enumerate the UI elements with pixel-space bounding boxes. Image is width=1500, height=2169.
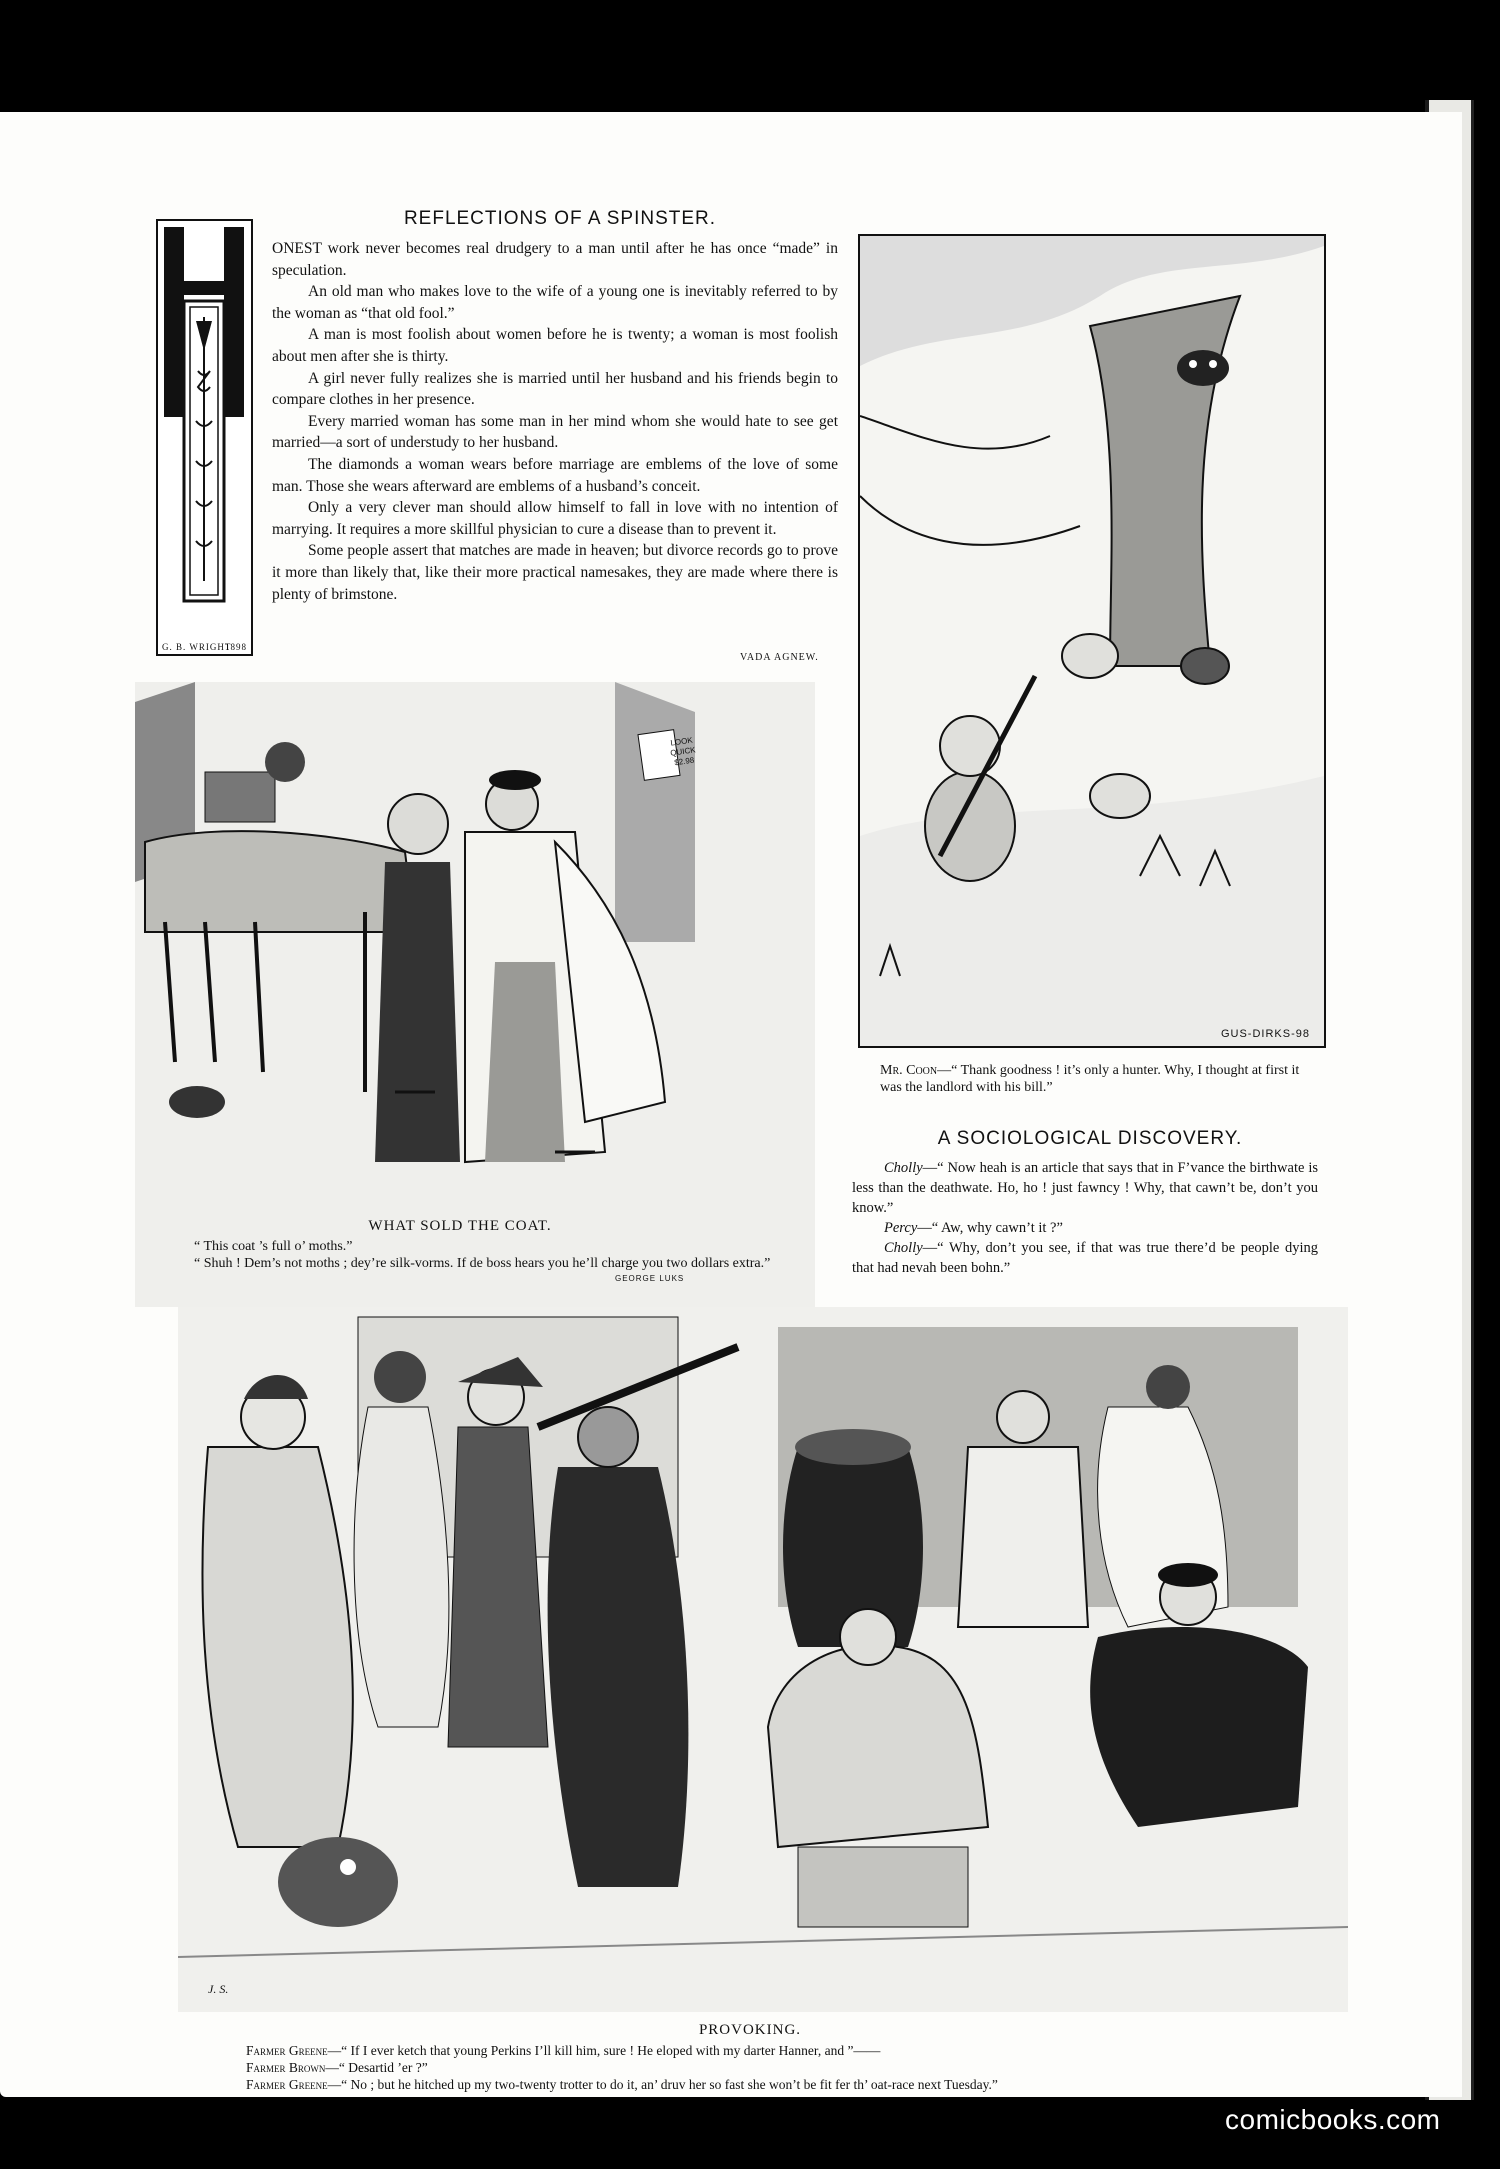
coat-title: WHAT SOLD THE COAT. [368, 1218, 552, 1234]
spinster-paragraph: ONEST work never becomes real drudgery to a man until after he has once “made” in speculation. [272, 240, 838, 279]
coat-dialog [140, 1238, 830, 1272]
sociological-text: —“ Aw, why cawn’t it ?” [917, 1220, 1063, 1236]
sociological-line [852, 1218, 1318, 1238]
initial-year: 1898 [225, 642, 247, 652]
provoking-speaker: Farmer Greene [246, 2043, 328, 2058]
coon-illustration [858, 234, 1326, 1048]
sociological-text: —“ Why, don’t you see, if that was true there’d be people dying that had nevah been bohn.” [852, 1240, 1318, 1276]
provoking-text: —“ No ; but he hitched up my two-twenty trotter to do it, an’ druv her so fast she won’t be fit fer th’ oat-race next Tuesday.” [327, 2077, 998, 2092]
spinster-author: VADA AGNEW. [740, 652, 819, 663]
provoking-speaker: Farmer Brown [246, 2060, 326, 2075]
provoking-line [246, 2059, 1346, 2076]
initial-letter-h-icon [158, 221, 251, 621]
sociological-speaker: Cholly [884, 1240, 923, 1256]
sociological-speaker: Percy [884, 1220, 918, 1236]
initial-letter [158, 221, 159, 222]
provoking-illustration [178, 1307, 1348, 2012]
initial-signature: G. B. WRIGHT [162, 642, 232, 652]
magazine-page [0, 112, 1462, 2097]
provoking-text: —“ Desartid ’er ?” [325, 2060, 428, 2075]
spinster-paragraph: Every married woman has some man in her mind whom she would hate to see get married—a sort of understudy to her husband. [272, 412, 838, 452]
coat-line-2: “ Shuh ! Dem’s not moths ; dey’re silk-vorms. If de boss hears you he’ll charge you two dollars extra.” [194, 1256, 771, 1271]
sociological-line [852, 1238, 1318, 1278]
decorative-initial [156, 219, 253, 656]
spinster-body [272, 238, 838, 605]
coon-speaker: Mr. Coon [880, 1063, 938, 1078]
spinster-paragraph: Some people assert that matches are made in heaven; but divorce records go to prove it more than likely that, like their more practical namesakes, they are made where there is plenty of brimstone. [272, 542, 838, 603]
sociological-speaker: Cholly [884, 1160, 923, 1176]
provoking-line [246, 2076, 1346, 2093]
spinster-paragraph: A girl never fully realizes she is married until her husband and his friends begin to compare clothes in her presence. [272, 369, 838, 409]
provoking-dialog [246, 2042, 1346, 2093]
coon-caption-text: —“ Thank goodness ! it’s only a hunter. Why, I thought at first it was the landlord with his bill.” [880, 1063, 1300, 1095]
coon-signature: GUS-DIRKS-98 [1220, 1028, 1310, 1040]
coat-illustration [135, 682, 815, 1307]
watermark: comicbooks.com [1225, 2104, 1441, 2135]
spinster-paragraph: A man is most foolish about women before he is twenty; a woman is most foolish about men after she is thirty. [272, 326, 838, 365]
coon-caption [880, 1062, 1320, 1096]
coat-shop-sign: LOOK QUICK $2.98 [669, 735, 697, 768]
provoking-line [246, 2042, 1346, 2059]
spinster-paragraph: An old man who makes love to the wife of a young one is inevitably referred to by the woman as “that old fool.” [272, 283, 838, 322]
sociological-dialog [852, 1158, 1318, 1278]
spinster-paragraph: The diamonds a woman wears before marriage are emblems of the love of some man. Those she wears afterward are emblems of a husband’s conceit. [272, 455, 838, 495]
provoking-text: —“ If I ever ketch that young Perkins I’ll kill him, sure ! He eloped with my darter Hanner, and ”—— [327, 2043, 881, 2058]
sociological-title: A SOCIOLOGICAL DISCOVERY. [937, 1128, 1243, 1149]
spinster-title: REFLECTIONS OF A SPINSTER. [403, 208, 717, 229]
coat-signature: GEORGE LUKS [615, 1274, 685, 1283]
coat-line-1: “ This coat ’s full o’ moths.” [194, 1239, 353, 1254]
provoking-signature: J. S. [208, 1982, 229, 1996]
sociological-line [852, 1158, 1318, 1218]
sociological-text: —“ Now heah is an article that says that in F’vance the birthwate is less than the deathwate. Ho, ho ! just fawncy ! Why, that cawn’t be, don’t you know.” [852, 1160, 1318, 1216]
provoking-speaker: Farmer Greene [246, 2077, 328, 2092]
spinster-paragraph: Only a very clever man should allow himself to fall in love with no intention of marrying. It requires a more skillful physician to cure a disease than to prevent it. [272, 499, 838, 538]
provoking-title: PROVOKING. [698, 2022, 802, 2038]
